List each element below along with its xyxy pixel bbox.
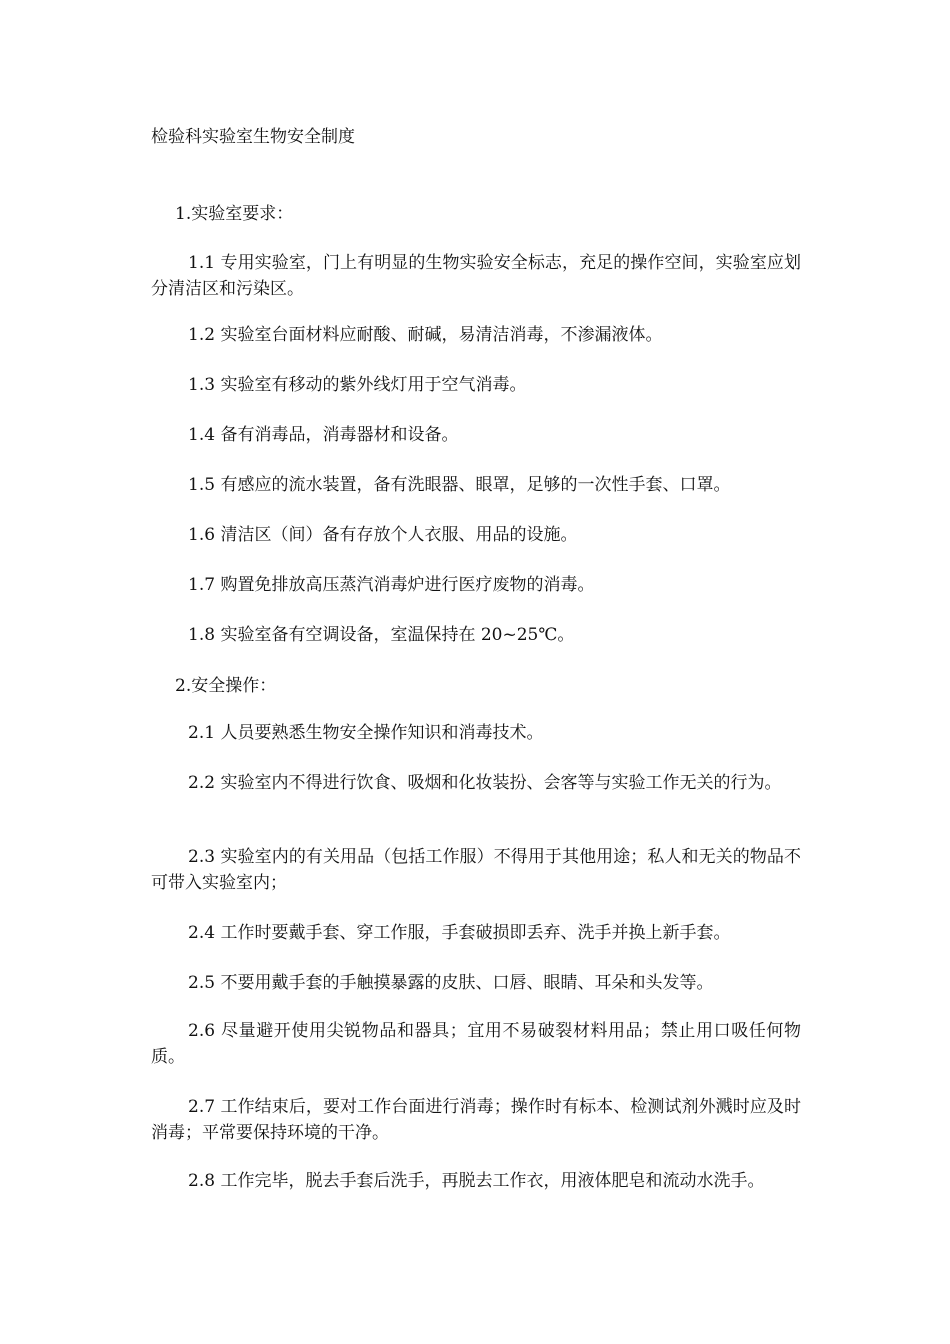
paragraph: 2.4 工作时要戴手套、穿工作服，手套破损即丢弃、洗手并换上新手套。	[188, 923, 731, 943]
paragraph: 1.6 清洁区（间）备有存放个人衣服、用品的设施。	[188, 525, 578, 545]
paragraph: 2.3 实验室内的有关用品（包括工作服）不得用于其他用途；私人和无关的物品不可带入实验室内；	[151, 847, 801, 893]
section-heading: 2.安全操作：	[175, 676, 277, 696]
section-heading: 1.实验室要求：	[175, 204, 294, 224]
paragraph: 1.8 实验室备有空调设备，室温保持在 20~25℃。	[188, 625, 575, 645]
paragraph: 1.7 购置免排放高压蒸汽消毒炉进行医疗废物的消毒。	[188, 575, 595, 595]
paragraph: 1.4 备有消毒品，消毒器材和设备。	[188, 425, 459, 445]
paragraph: 1.5 有感应的流水装置，备有洗眼器、眼罩，足够的一次性手套、口罩。	[188, 475, 731, 495]
paragraph: 2.5 不要用戴手套的手触摸暴露的皮肤、口唇、眼睛、耳朵和头发等。	[188, 973, 714, 993]
paragraph: 1.2 实验室台面材料应耐酸、耐碱，易清洁消毒，不渗漏液体。	[188, 325, 663, 345]
paragraph: 1.3 实验室有移动的紫外线灯用于空气消毒。	[188, 375, 527, 395]
paragraph: 2.8 工作完毕，脱去手套后洗手，再脱去工作衣，用液体肥皂和流动水洗手。	[188, 1171, 765, 1191]
paragraph: 2.2 实验室内不得进行饮食、吸烟和化妆装扮、会客等与实验工作无关的行为。	[188, 773, 782, 793]
document-title: 检验科实验室生物安全制度	[151, 127, 355, 147]
paragraph: 2.7 工作结束后，要对工作台面进行消毒；操作时有标本、检测试剂外溅时应及时消毒；平常要保持环境的干净。	[151, 1097, 801, 1143]
paragraph: 1.1 专用实验室，门上有明显的生物实验安全标志，充足的操作空间，实验室应划分清洁区和污染区。	[151, 253, 801, 299]
paragraph: 2.1 人员要熟悉生物安全操作知识和消毒技术。	[188, 723, 544, 743]
paragraph: 2.6 尽量避开使用尖锐物品和器具；宜用不易破裂材料用品；禁止用口吸任何物质。	[151, 1021, 801, 1067]
